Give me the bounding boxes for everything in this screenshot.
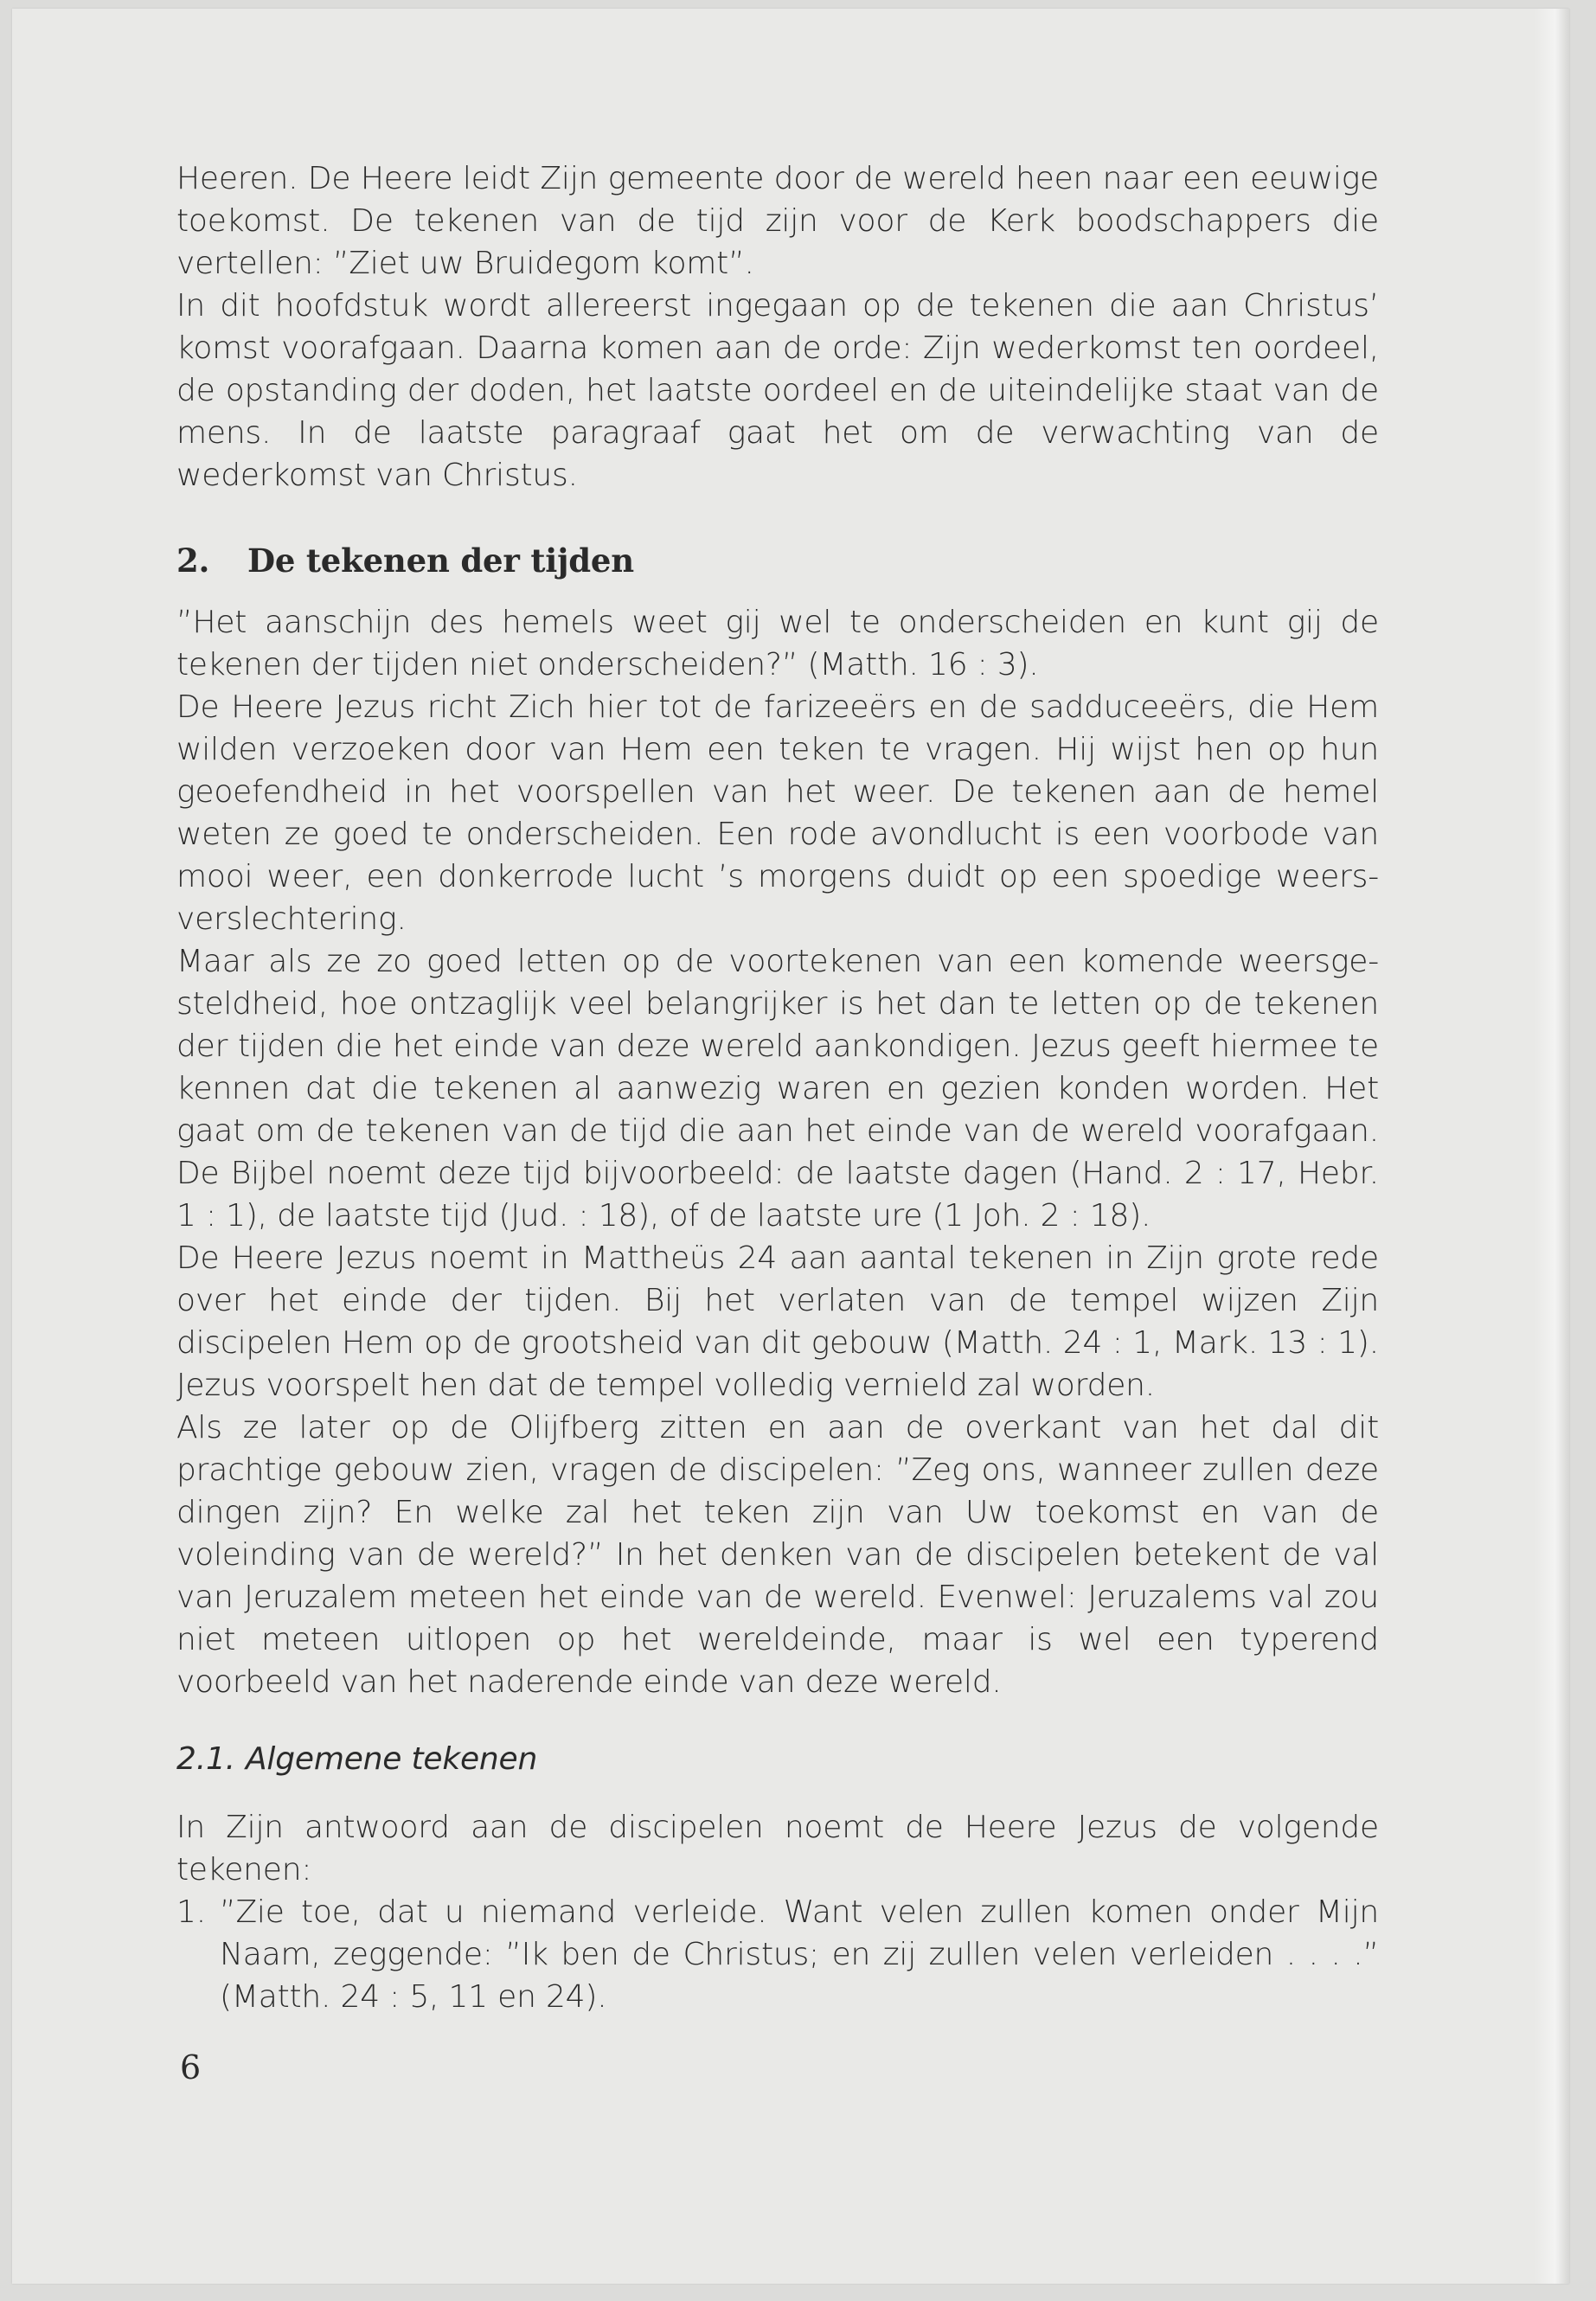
list-item-text: ”Zie toe, dat u niemand verleide. Want velen zullen komen onder Mijn Naam, zeggende: ”Ik ben de Christus; en zij zullen velen verleiden . . . .” (Matth. 24 : 5, 11 en 24).	[220, 1894, 1379, 2015]
section-title: De tekenen der tijden	[247, 542, 634, 580]
section-paragraph-4: De Heere Jezus noemt in Mattheüs 24 aan aantal tekenen in Zijn grote rede over het einde der tijden. Bij het verlaten van de tempel wijzen Zijn discipelen Hem op de grootsheid van dit gebouw (Matth. 24 : 1, Mark. 13 : 1). Jezus voorspelt hen dat de tempel volledig vernield zal worden.	[176, 1240, 1379, 1403]
subsection-intro: In Zijn antwoord aan de discipelen noemt de Heere Jezus de volgende tekenen:	[176, 1810, 1379, 1888]
section-number: 2.	[176, 542, 210, 580]
section-paragraph-1: ”Het aanschijn des hemels weet gij wel te onderscheiden en kunt gij de tekenen der tijden niet onderscheiden?” (Matth. 16 : 3).	[176, 605, 1379, 683]
section-paragraph-5: Als ze later op de Olijfberg zitten en aan de overkant van het dal dit prachtige gebouw zien, vragen de discipelen: ”Zeg ons, wanneer zullen deze dingen zijn? En welke zal het teken zijn van Uw toekomst en van de voleinding van de wereld?” In het denken van de discipelen betekent de val van Jeruzalem meteen het einde van de wereld. Evenwel: Jeruzalems val zou niet meteen uitlopen op het wereldeinde, maar is wel een typerend voorbeeld van het naderende einde van deze wereld.	[176, 1410, 1379, 1700]
book-page	[12, 9, 1569, 2284]
intro-paragraph-2: In dit hoofdstuk wordt allereerst ingegaan op de tekenen die aan Christus’ komst voorafgaan. Daarna komen aan de orde: Zijn wederkomst ten oordeel, de opstanding der doden, het laatste oordeel en de uiteindelijke staat van de mens. In de laatste paragraaf gaat het om de verwachting van de wederkomst van Christus.	[176, 288, 1379, 493]
page-number: 6	[180, 2048, 202, 2086]
subsection-number: 2.1.	[176, 1741, 235, 1777]
page-edge-shadow	[1535, 9, 1569, 2284]
list-item	[176, 1891, 1379, 2018]
page-content	[176, 157, 1379, 2018]
section-paragraph-2: De Heere Jezus richt Zich hier tot de farizeeërs en de sadduceeërs, die Hem wilden verzoeken door van Hem een teken te vragen. Hij wijst hen op hun geoefendheid in het voorspellen van het weer. De tekenen aan de hemel weten ze goed te onderscheiden. Een rode avondlucht is een voorbode van mooi weer, een donkerrode lucht ’s morgens duidt op een spoedige weers-verslechtering.	[176, 689, 1379, 937]
subsection-title: Algemene tekenen	[246, 1741, 538, 1777]
section-heading	[176, 540, 1379, 582]
list-item-marker: 1.	[176, 1894, 206, 1930]
section-paragraph-3: Maar als ze zo goed letten op de voortekenen van een komende weersge-steldheid, hoe ontzaglijk veel belangrijker is het dan te letten op de tekenen der tijden die het einde van deze wereld aankondigen. Jezus geeft hiermee te kennen dat die tekenen al aanwezig waren en gezien konden worden. Het gaat om de tekenen van de tijd die aan het einde van de wereld voorafgaan. De Bijbel noemt deze tijd bijvoorbeeld: de laatste dagen (Hand. 2 : 17, Hebr. 1 : 1), de laatste tijd (Jud. : 18), of de laatste ure (1 Joh. 2 : 18).	[176, 944, 1379, 1234]
signs-list	[176, 1891, 1379, 2018]
subsection-heading	[176, 1738, 1379, 1780]
intro-paragraph-1: Heeren. De Heere leidt Zijn gemeente door de wereld heen naar een eeuwige toekomst. De tekenen van de tijd zijn voor de Kerk boodschappers die vertellen: ”Ziet uw Bruidegom komt”.	[176, 161, 1379, 281]
